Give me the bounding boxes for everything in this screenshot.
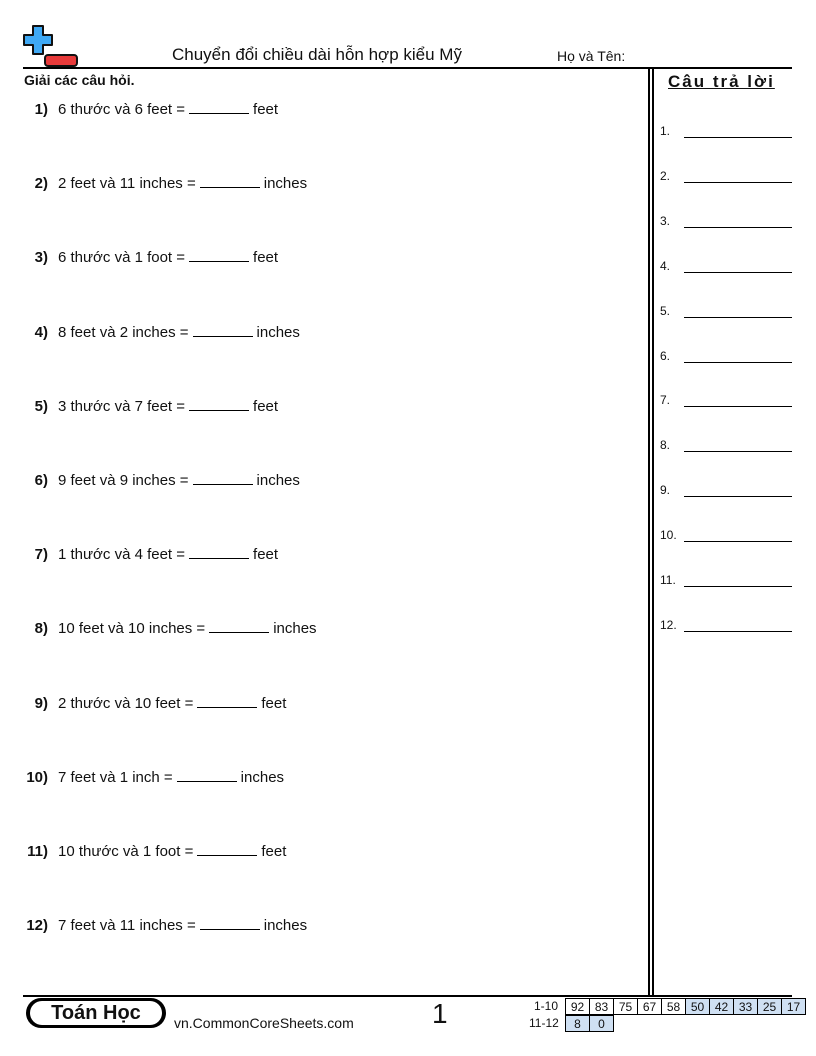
page-number: 1	[432, 998, 448, 1029]
answer-number: 8.	[660, 438, 671, 453]
question-number: 10)	[26, 768, 48, 786]
question-unit: inches	[240, 768, 285, 786]
answer-number: 4.	[660, 258, 671, 273]
answer-blank[interactable]	[189, 248, 249, 262]
question-number: 1)	[34, 101, 48, 118]
question-text: 7 feet và 1 inch =	[58, 768, 173, 786]
plus-minus-logo-icon	[23, 24, 79, 68]
answer-row	[660, 169, 792, 189]
question-number: 9)	[34, 694, 48, 712]
question-unit: inches	[263, 175, 308, 193]
answer-key-heading: Câu trả lời	[668, 72, 775, 91]
question-unit: feet	[253, 249, 279, 267]
answer-blank[interactable]	[200, 916, 260, 930]
score-cell: 25	[758, 999, 782, 1015]
answer-row	[660, 124, 792, 144]
answer-number: 3.	[660, 213, 671, 228]
name-label: Họ và Tên:	[557, 48, 626, 64]
answer-number: 12.	[660, 617, 677, 632]
answer-blank[interactable]	[209, 619, 269, 633]
header-divider	[23, 67, 792, 69]
question-text: 2 thước và 10 feet =	[58, 694, 194, 712]
question-row	[0, 694, 640, 712]
answer-number: 7.	[660, 393, 671, 408]
instructions: Giải các câu hỏi.	[24, 72, 135, 88]
question-text: 1 thước và 4 feet =	[58, 546, 186, 564]
answer-blank[interactable]	[197, 694, 257, 708]
question-number: 11)	[27, 843, 48, 860]
question-row	[0, 842, 640, 860]
answer-row	[660, 349, 792, 369]
brand-label: Toán Học	[30, 1001, 162, 1025]
answer-blank[interactable]	[189, 545, 249, 559]
question-row	[0, 619, 640, 637]
score-row-label: 1-10	[534, 999, 559, 1013]
question-text: 3 thước và 7 feet =	[58, 397, 186, 415]
answer-line[interactable]	[684, 451, 792, 452]
answer-row	[660, 214, 792, 234]
question-row	[0, 916, 640, 934]
score-cell: 17	[782, 999, 806, 1015]
answer-line[interactable]	[684, 272, 792, 273]
question-text: 7 feet và 11 inches =	[58, 917, 196, 935]
score-cell: 92	[566, 999, 590, 1015]
answer-number: 6.	[660, 348, 671, 363]
question-text: 2 feet và 11 inches =	[58, 175, 196, 193]
score-cell: 50	[686, 999, 710, 1015]
site-url: vn.CommonCoreSheets.com	[174, 1015, 354, 1031]
question-unit: feet	[261, 694, 287, 712]
answer-line[interactable]	[684, 496, 792, 497]
page-title: Chuyển đổi chiều dài hỗn hợp kiểu Mỹ	[172, 45, 462, 64]
answer-row	[660, 528, 792, 548]
answer-row	[660, 304, 792, 324]
score-table	[565, 998, 806, 1015]
question-text: 10 thước và 1 foot =	[58, 843, 194, 860]
answer-number: 5.	[660, 303, 671, 318]
question-row	[0, 248, 640, 266]
answer-line[interactable]	[684, 182, 792, 183]
answer-line[interactable]	[684, 631, 792, 632]
question-text: 6 thước và 6 feet =	[58, 101, 186, 118]
question-unit: inches	[256, 472, 300, 489]
question-number: 6)	[34, 472, 48, 489]
answer-line[interactable]	[684, 406, 792, 407]
question-row	[0, 174, 640, 192]
question-unit: feet	[261, 843, 287, 860]
answer-line[interactable]	[684, 317, 792, 318]
answer-blank[interactable]	[189, 397, 249, 411]
score-cell: 58	[662, 999, 686, 1015]
answer-line[interactable]	[684, 541, 792, 542]
answer-row	[660, 573, 792, 593]
question-text: 9 feet và 9 inches =	[58, 472, 189, 489]
score-cell: 0	[590, 1016, 614, 1032]
question-row	[0, 768, 640, 786]
question-row	[0, 471, 640, 489]
answer-blank[interactable]	[189, 100, 249, 114]
question-unit: feet	[253, 397, 279, 415]
score-cell: 8	[566, 1016, 590, 1032]
score-cell: 67	[638, 999, 662, 1015]
answer-line[interactable]	[684, 227, 792, 228]
answer-row	[660, 438, 792, 458]
answer-number: 11.	[660, 573, 676, 587]
answer-number: 9.	[660, 483, 671, 498]
score-cell: 83	[590, 999, 614, 1015]
question-row	[0, 397, 640, 415]
footer-divider	[23, 995, 792, 997]
answer-line[interactable]	[684, 137, 792, 138]
score-cell: 75	[614, 999, 638, 1015]
question-unit: inches	[263, 917, 308, 935]
column-divider-right	[652, 69, 654, 995]
answer-blank[interactable]	[197, 842, 257, 856]
answer-line[interactable]	[684, 586, 792, 587]
answer-row	[660, 393, 792, 413]
score-table	[565, 1015, 614, 1032]
question-unit: feet	[253, 101, 279, 118]
question-unit: feet	[253, 546, 279, 564]
question-number: 4)	[34, 323, 48, 341]
answer-blank[interactable]	[193, 323, 253, 337]
question-text: 6 thước và 1 foot =	[58, 249, 186, 267]
answer-row	[660, 618, 792, 638]
question-unit: inches	[256, 323, 300, 341]
answer-number: 1.	[660, 124, 671, 138]
score-cell: 33	[734, 999, 758, 1015]
answer-number: 2.	[660, 168, 671, 183]
question-number: 8)	[34, 620, 48, 638]
answer-row	[660, 259, 792, 279]
score-cell: 42	[710, 999, 734, 1015]
answer-number: 10.	[660, 528, 677, 543]
question-row	[0, 323, 640, 341]
question-row	[0, 545, 640, 563]
question-text: 10 feet và 10 inches =	[58, 620, 206, 638]
question-row	[0, 100, 640, 118]
score-row-label: 11-12	[529, 1016, 559, 1030]
question-number: 3)	[34, 249, 48, 267]
question-text: 8 feet và 2 inches =	[58, 323, 189, 341]
answer-blank[interactable]	[193, 471, 253, 485]
question-number: 5)	[34, 397, 48, 415]
question-number: 2)	[34, 175, 48, 193]
column-divider-left	[648, 69, 650, 995]
answer-row	[660, 483, 792, 503]
answer-line[interactable]	[684, 362, 792, 363]
answer-blank[interactable]	[200, 174, 260, 188]
question-number: 12)	[26, 917, 48, 935]
question-unit: inches	[273, 620, 317, 638]
answer-blank[interactable]	[177, 768, 237, 782]
question-number: 7)	[34, 546, 48, 564]
brand-badge	[26, 998, 166, 1028]
